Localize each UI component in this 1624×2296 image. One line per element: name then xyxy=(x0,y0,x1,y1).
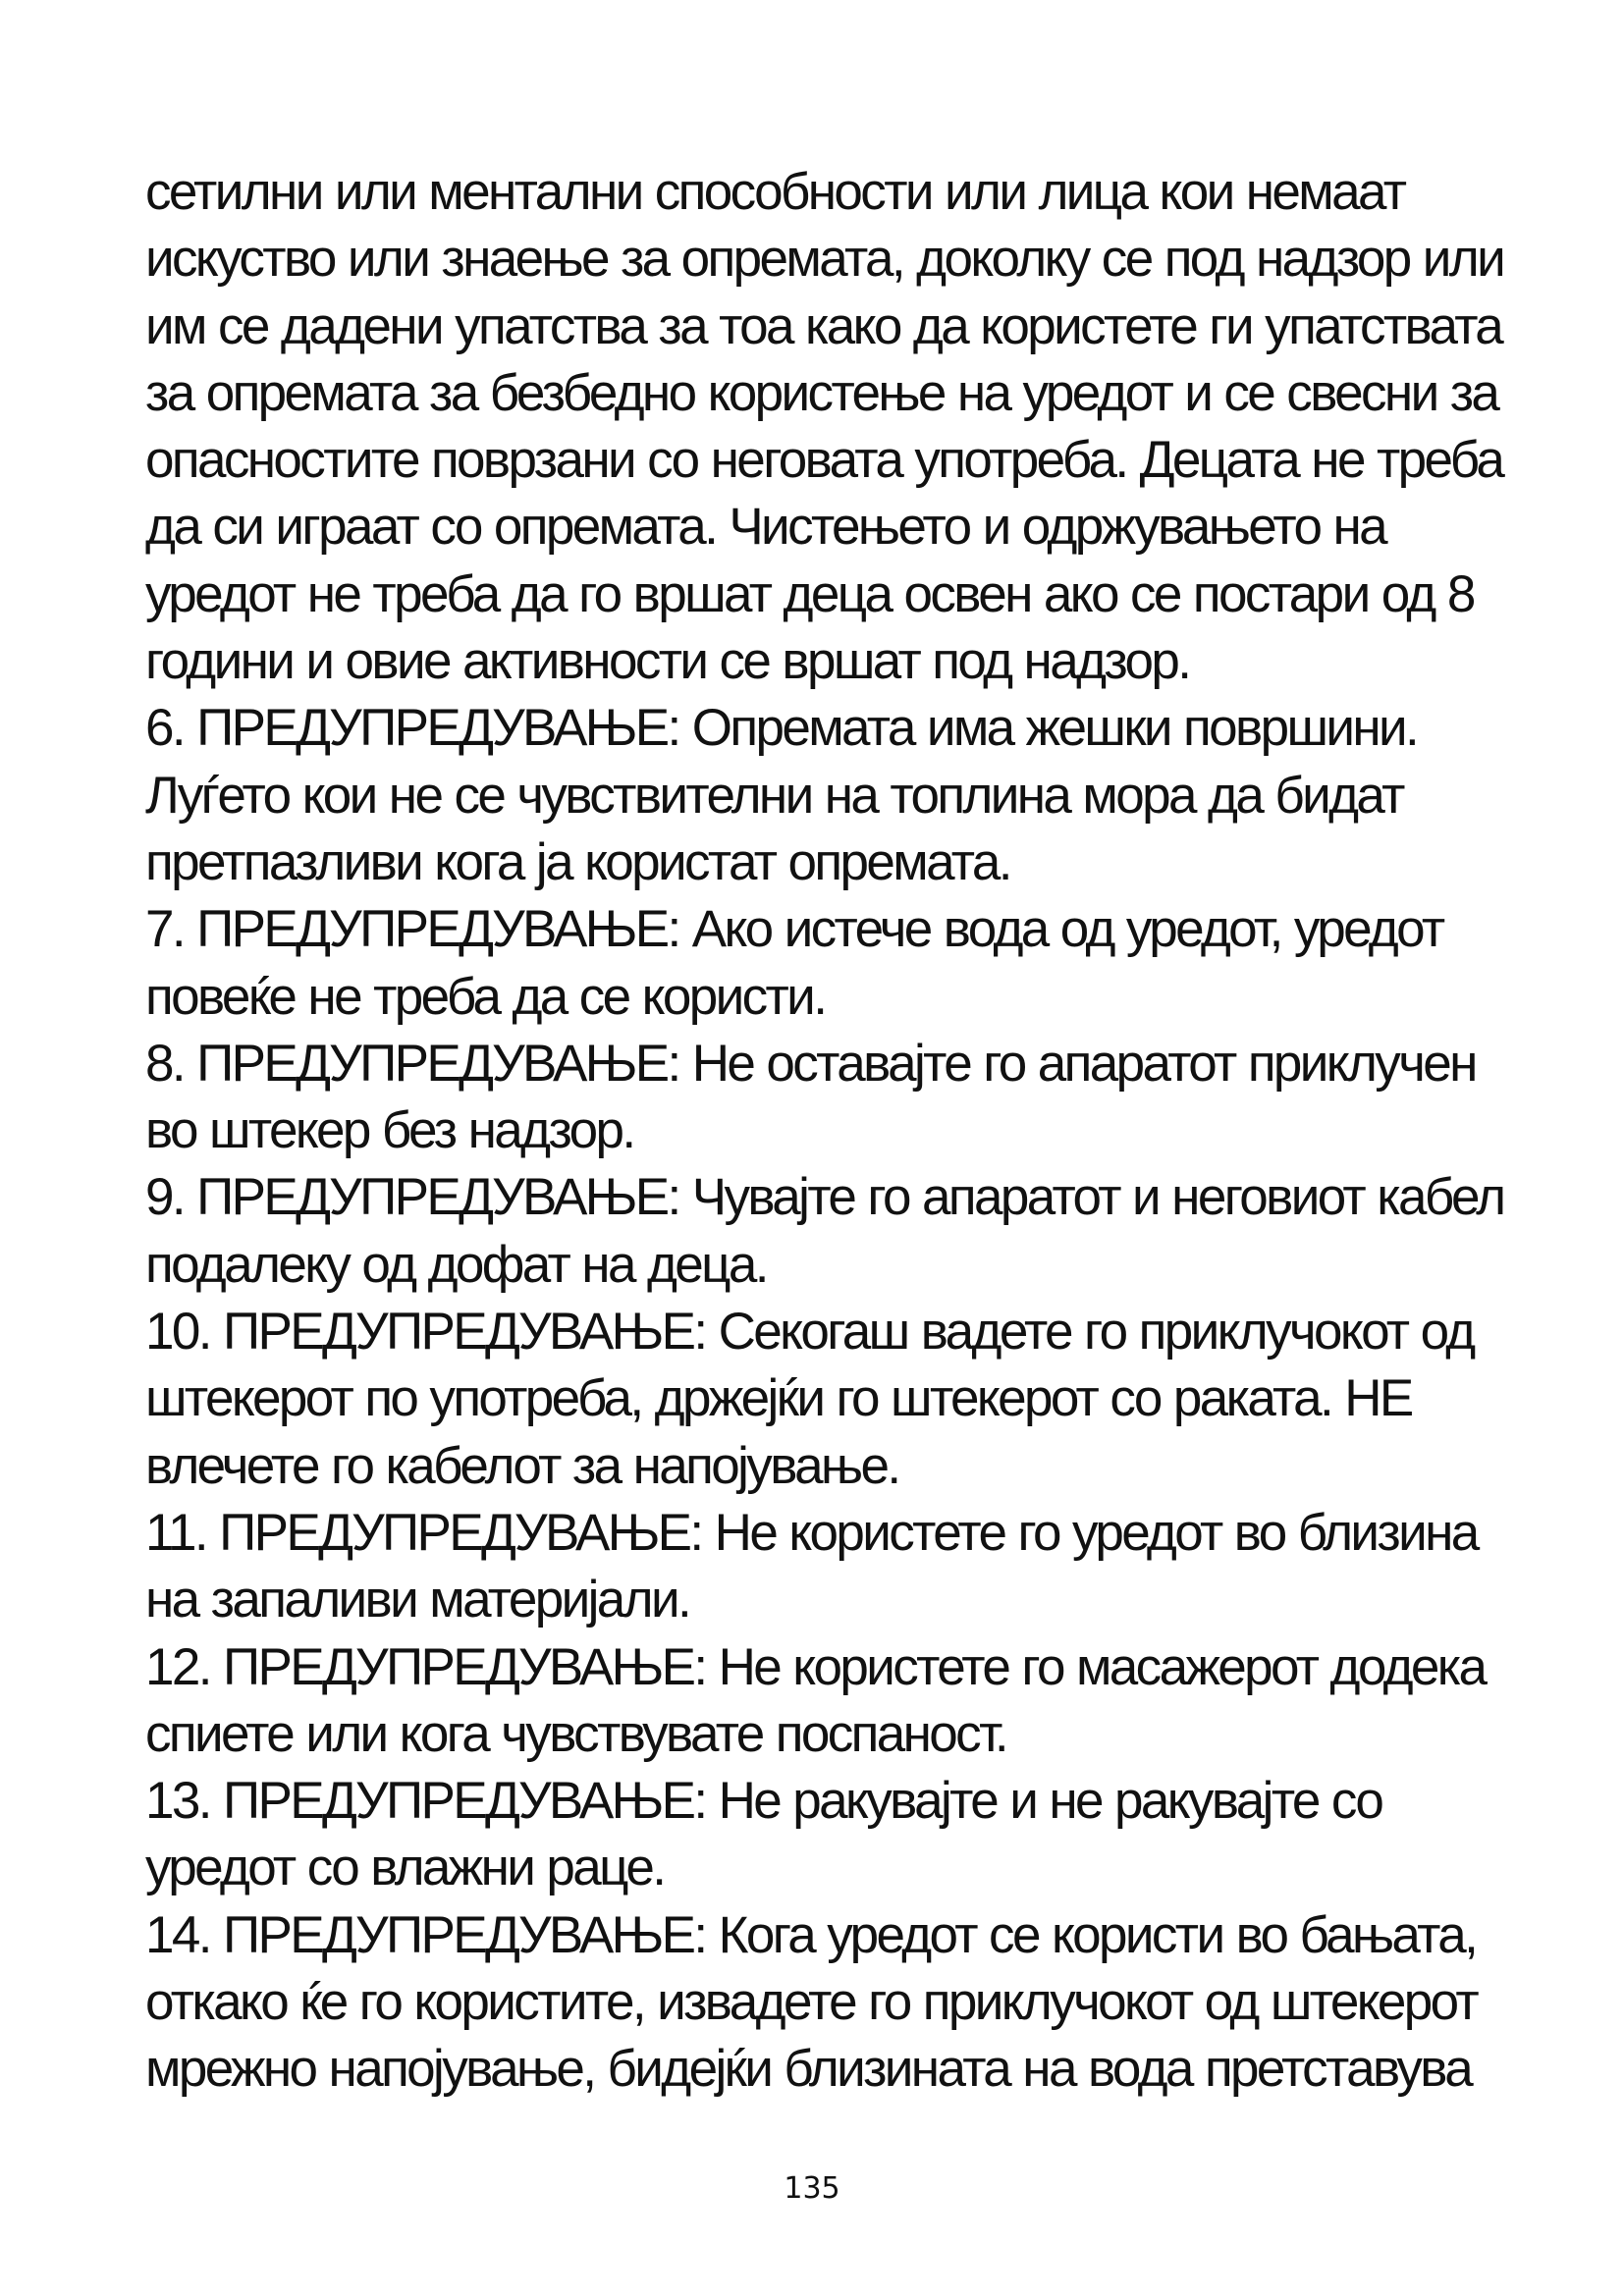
text-line: уредот не треба да го вршат деца освен ако се постари од 8 xyxy=(145,564,1474,623)
text-line: сетилни или ментални способности или лица кои немаат xyxy=(145,163,1405,221)
warning-11-line: 11. ПРЕДУПРЕДУВАЊЕ: Не користете го уредот во близина xyxy=(145,1503,1478,1562)
warning-12-line: 12. ПРЕДУПРЕДУВАЊЕ: Не користете го масажерот додека xyxy=(145,1637,1486,1696)
text-line: на запаливи материјали. xyxy=(145,1571,690,1629)
text-line: да си играат со опремата. Чистењето и одржувањето на xyxy=(145,498,1386,557)
text-line: за опремата за безбедно користење на уредот и се свесни за xyxy=(145,363,1498,422)
body-text xyxy=(145,159,1540,2104)
text-line: мрежно напојување, бидејќи близината на вода претставува xyxy=(145,2040,1472,2099)
warning-7-line: 7. ПРЕДУПРЕДУВАЊЕ: Ако истече вода од уредот, уредот xyxy=(145,900,1443,959)
text-line: влечете го кабелот за напојување. xyxy=(145,1436,899,1495)
text-line: повеќе не треба да се користи. xyxy=(145,967,826,1026)
text-line: претпазливи кога ја користат опремата. xyxy=(145,832,1010,891)
text-line: години и овие активности се вршат под надзор. xyxy=(145,632,1190,691)
text-line: спиете или кога чувствувате поспаност. xyxy=(145,1704,1007,1763)
warning-8-line: 8. ПРЕДУПРЕДУВАЊЕ: Не оставајте го апаратот приклучен xyxy=(145,1034,1476,1093)
warning-13-line: 13. ПРЕДУПРЕДУВАЊЕ: Не ракувајте и не ракувајте со xyxy=(145,1772,1382,1831)
page-number: 135 xyxy=(784,2171,840,2206)
text-line: Луѓето кои не се чувствителни на топлина мора да бидат xyxy=(145,766,1403,825)
warning-10-line: 10. ПРЕДУПРЕДУВАЊЕ: Секогаш вадете го приклучокот од xyxy=(145,1303,1474,1362)
warning-14-line: 14. ПРЕДУПРЕДУВАЊЕ: Кога уредот се користи во бањата, xyxy=(145,1905,1477,1964)
text-line: им се дадени упатства за тоа како да користете ги упатствата xyxy=(145,296,1502,355)
text-line: искуство или знаење за опремата, доколку се под надзор или xyxy=(145,230,1504,289)
text-line: подалеку од дофат на деца. xyxy=(145,1235,767,1294)
text-line: уредот со влажни раце. xyxy=(145,1839,665,1897)
text-line: во штекер без надзор. xyxy=(145,1101,634,1160)
warning-9-line: 9. ПРЕДУПРЕДУВАЊЕ: Чувајте го апаратот и неговиот кабел xyxy=(145,1168,1504,1227)
warning-6-line: 6. ПРЕДУПРЕДУВАЊЕ: Опремата има жешки површини. xyxy=(145,699,1418,758)
text-line: откако ќе го користите, извадете го приклучокот од штекерот xyxy=(145,1973,1478,2032)
text-line: опасностите поврзани со неговата употреба. Децата не треба xyxy=(145,431,1503,490)
text-line: штекерот по употреба, држејќи го штекерот со раката. НЕ xyxy=(145,1369,1412,1428)
